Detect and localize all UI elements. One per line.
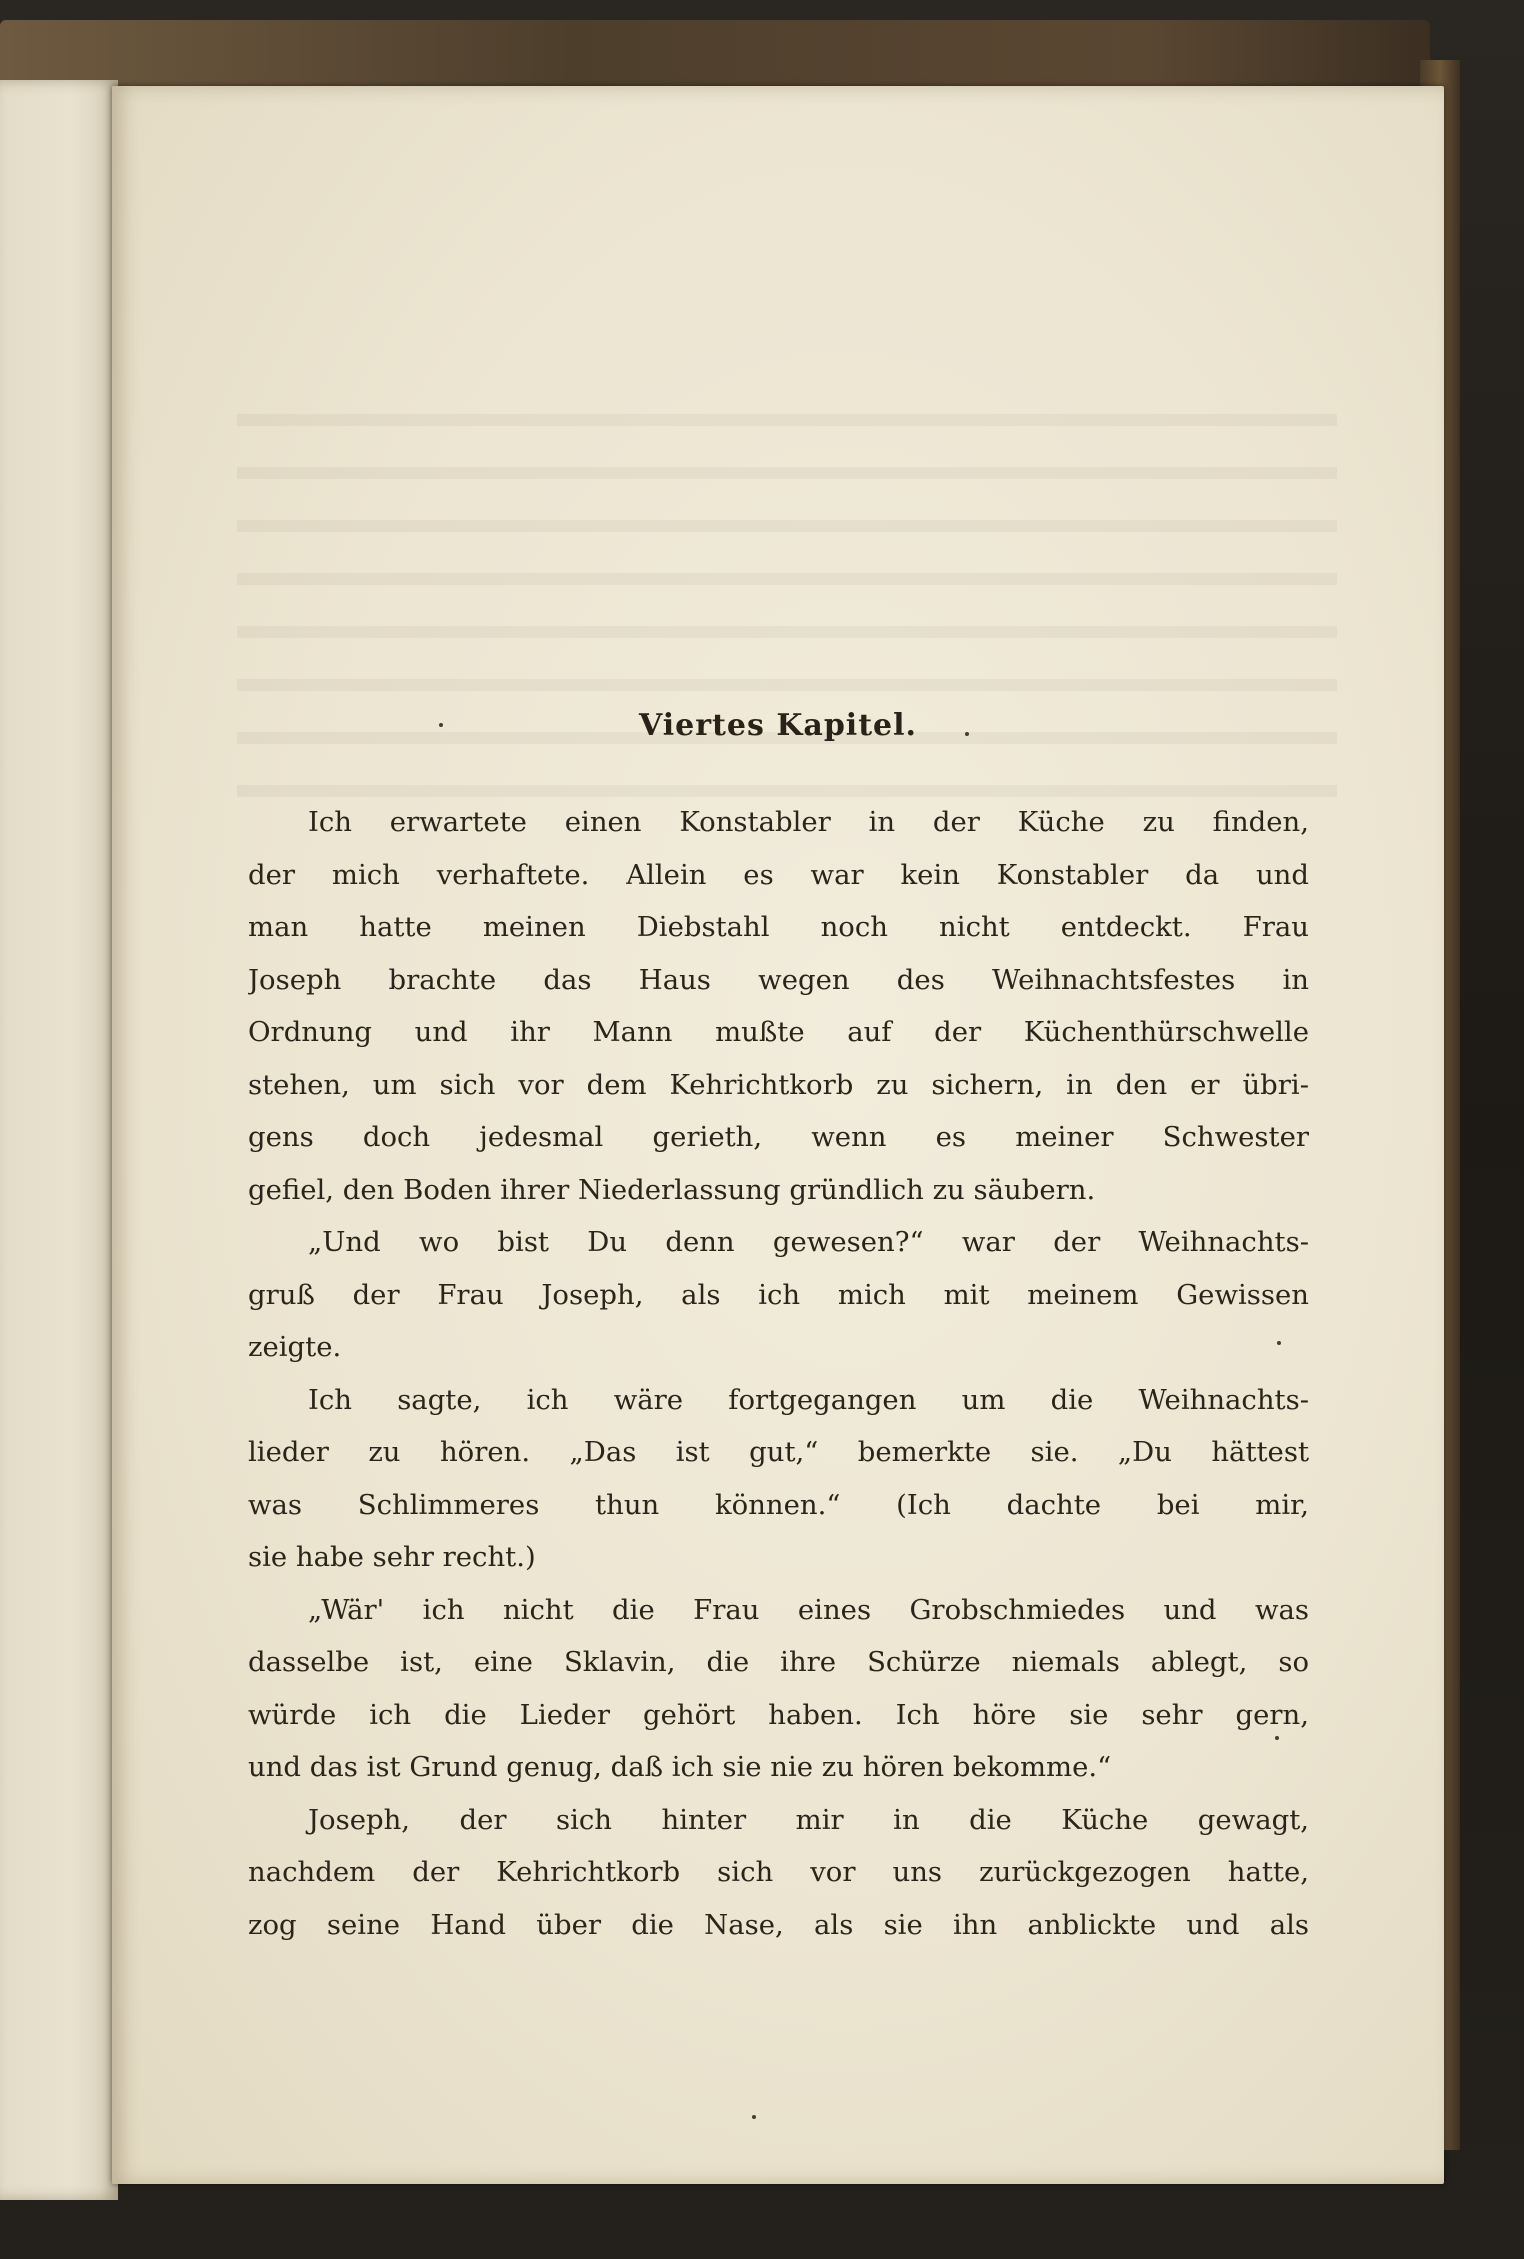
chapter-title: Viertes Kapitel. [639,708,917,743]
text-line: zog seine Hand über die Nase, als sie ihn anblickte und als [248,1908,1309,1941]
text-line: lieder zu hören. „Das ist gut,“ bemerkte sie. „Du hättest [248,1436,1309,1468]
ink-speck [1277,1341,1281,1345]
text-line: Ich sagte, ich wäre fortgegangen um die Weihnachts- [308,1383,1309,1416]
text-line: Ich erwartete einen Konstabler in der Küche zu finden, [308,806,1309,838]
text-line: „Wär' ich nicht die Frau eines Grobschmiedes und was [308,1593,1309,1626]
text-line: gens doch jedesmal gerieth, wenn es meiner Schwester [248,1121,1309,1153]
text-line: dasselbe ist, eine Sklavin, die ihre Schürze niemals ablegt, so [248,1646,1309,1678]
text-line: nachdem der Kehrichtkorb sich vor uns zurückgezogen hatte, [248,1856,1309,1888]
ink-speck [752,2115,756,2119]
ink-speck [1275,1736,1279,1740]
text-line: gefiel, den Boden ihrer Niederlassung gründlich zu säubern. [248,1173,1096,1206]
ink-speck [965,732,969,736]
text-line: und das ist Grund genug, daß ich sie nie zu hören bekomme.“ [248,1751,1112,1783]
book-cover-edge-top [0,20,1430,90]
show-through-text [237,386,1337,806]
text-line: „Und wo bist Du denn gewesen?“ war der Weihnachts- [308,1226,1309,1258]
text-line: gruß der Frau Joseph, als ich mich mit meinem Gewissen [248,1278,1309,1311]
ink-speck [439,723,443,727]
text-line: Joseph, der sich hinter mir in die Küche gewagt, [308,1803,1309,1836]
text-line: was Schlimmeres thun können.“ (Ich dachte bei mir, [248,1488,1309,1521]
text-line: Ordnung und ihr Mann mußte auf der Küchenthürschwelle [248,1016,1309,1048]
left-page-edge [0,80,118,2200]
text-line: der mich verhaftete. Allein es war kein Konstabler da und [248,858,1309,891]
text-line: stehen, um sich vor dem Kehrichtkorb zu sichern, in den er übri- [248,1068,1309,1101]
text-line: würde ich die Lieder gehört haben. Ich höre sie sehr gern, [248,1698,1309,1731]
text-line: zeigte. [248,1331,342,1363]
text-line: Joseph brachte das Haus wegen des Weihnachtsfestes in [248,963,1309,996]
book-page [112,86,1444,2184]
text-line: sie habe sehr recht.) [248,1541,536,1573]
body-text [248,796,1309,1951]
text-line: man hatte meinen Diebstahl noch nicht entdeckt. Frau [248,911,1309,943]
